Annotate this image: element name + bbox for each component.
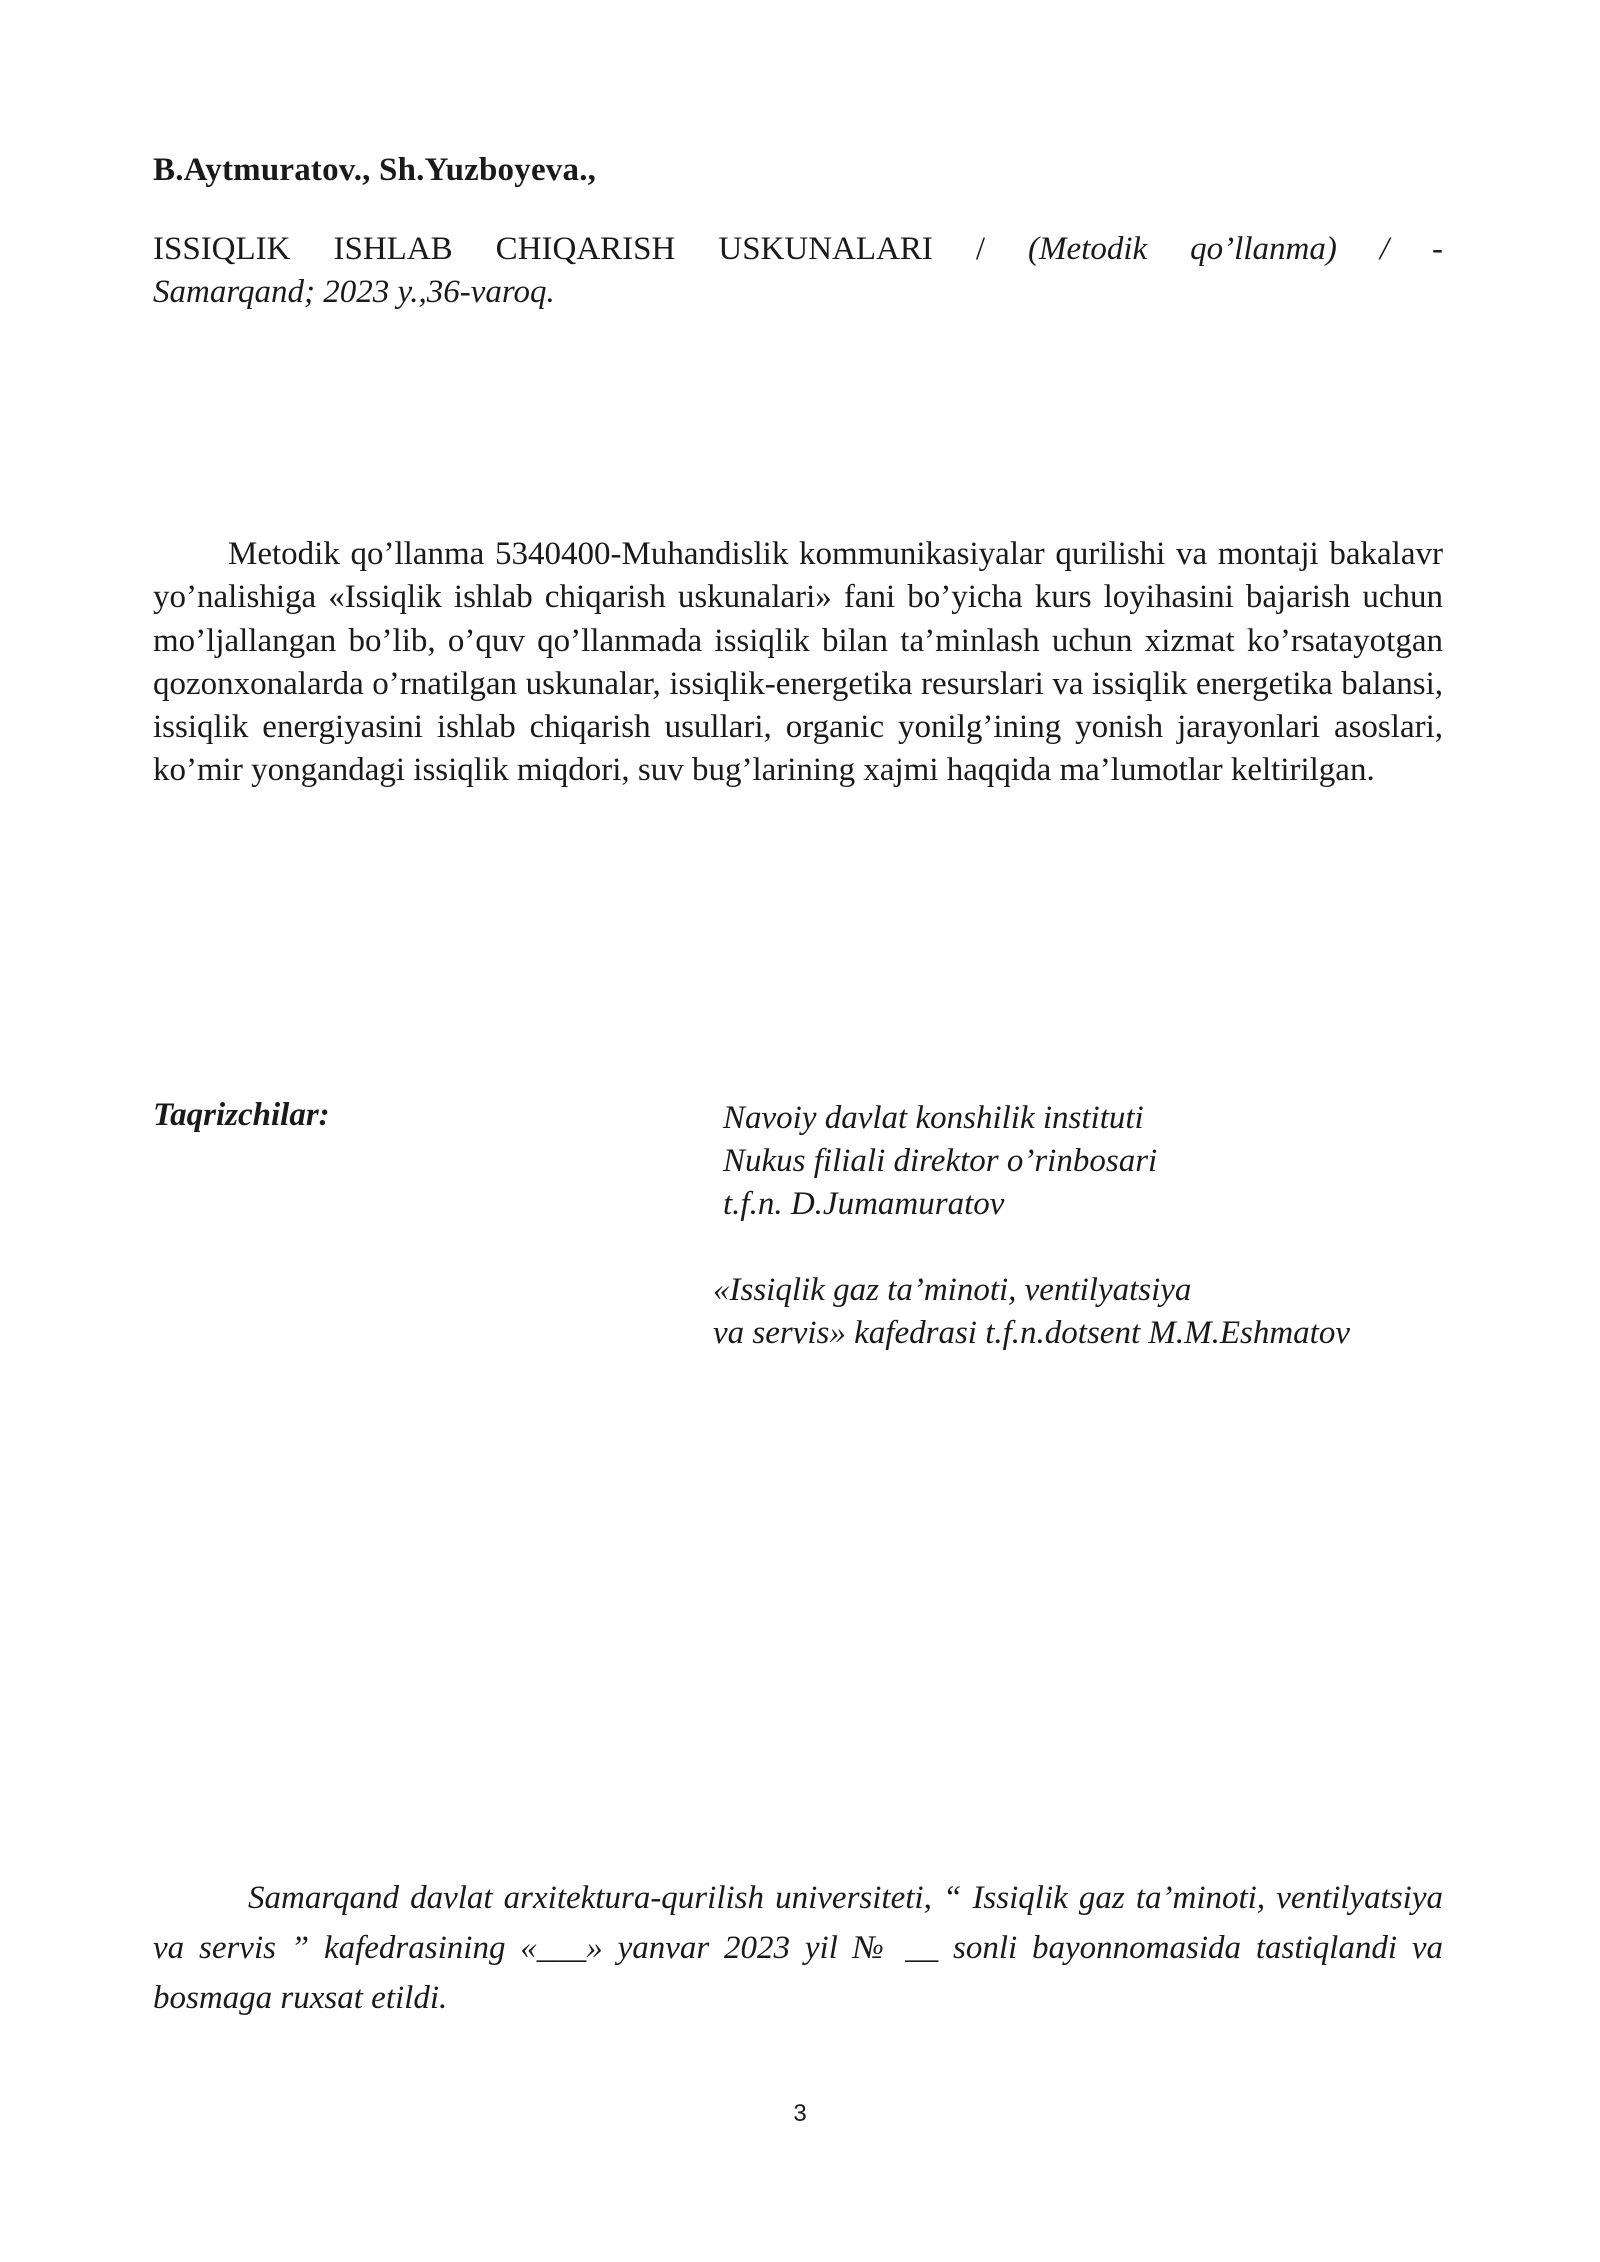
abstract: Metodik qo’llanma 5340400-Muhandislik kommunikasiyalar qurilishi va montaji bakalavr yo’nalishiga «Issiqlik ishlab chiqarish uskunalari» fani bo’yicha kurs loyihasini bajarish uchun mo’ljallangan bo’lib, o’quv qo’llanmada issiqlik bilan ta’minlash uchun xizmat ko’rsatayotgan qozonxonalarda o’rnatilgan uskunalar, issiqlik-energetika resurslari va issiqlik energetika balansi, issiqlik energiyasini ishlab chiqarish usullari, organic yonilg’ining yonish jarayonlari asoslari, ko’mir yongandagi issiqlik miqdori, suv bug’larining xajmi haqqida ma’lumotlar keltirilgan. [153, 536, 1443, 789]
reviewers-label: Taqrizchilar: [153, 1097, 330, 1133]
reviewer-1-line: Nukus filiali direktor o’rinbosari [723, 1143, 1158, 1179]
publication-info: Samarqand; 2023 y.,36-varoq. [153, 274, 555, 310]
approval-statement: Samarqand davlat arxitektura-qurilish universiteti, “ Issiqlik gaz ta’minoti, ventilyatsiya va servis ” kafedrasining «___» yanvar 2023 yil № __ sonli bayonnomasida tastiqlandi va bosmaga ruxsat etildi. [153, 1880, 1443, 2016]
reviewer-1-line: t.f.n. D.Jumamuratov [723, 1186, 1005, 1222]
publication-type: (Metodik qo’llanma) / - [1028, 231, 1443, 267]
authors: B.Aytmuratov., Sh.Yuzboyeva., [153, 152, 597, 188]
reviewer-2-line: va servis» kafedrasi t.f.n.dotsent M.M.Eshmatov [713, 1315, 1350, 1351]
book-title: ISSIQLIK ISHLAB CHIQARISH USKUNALARI / [153, 231, 1029, 267]
reviewer-1-line: Navoiy davlat konshilik instituti [723, 1100, 1144, 1136]
reviewer-1 [723, 1097, 1157, 1226]
bibliographic-line-1 [153, 228, 1443, 271]
reviewer-2 [713, 1269, 1350, 1355]
page-number: 3 [793, 2100, 807, 2127]
reviewer-2-line: «Issiqlik gaz ta’minoti, ventilyatsiya [713, 1272, 1192, 1308]
bibliographic-record [153, 228, 1443, 314]
